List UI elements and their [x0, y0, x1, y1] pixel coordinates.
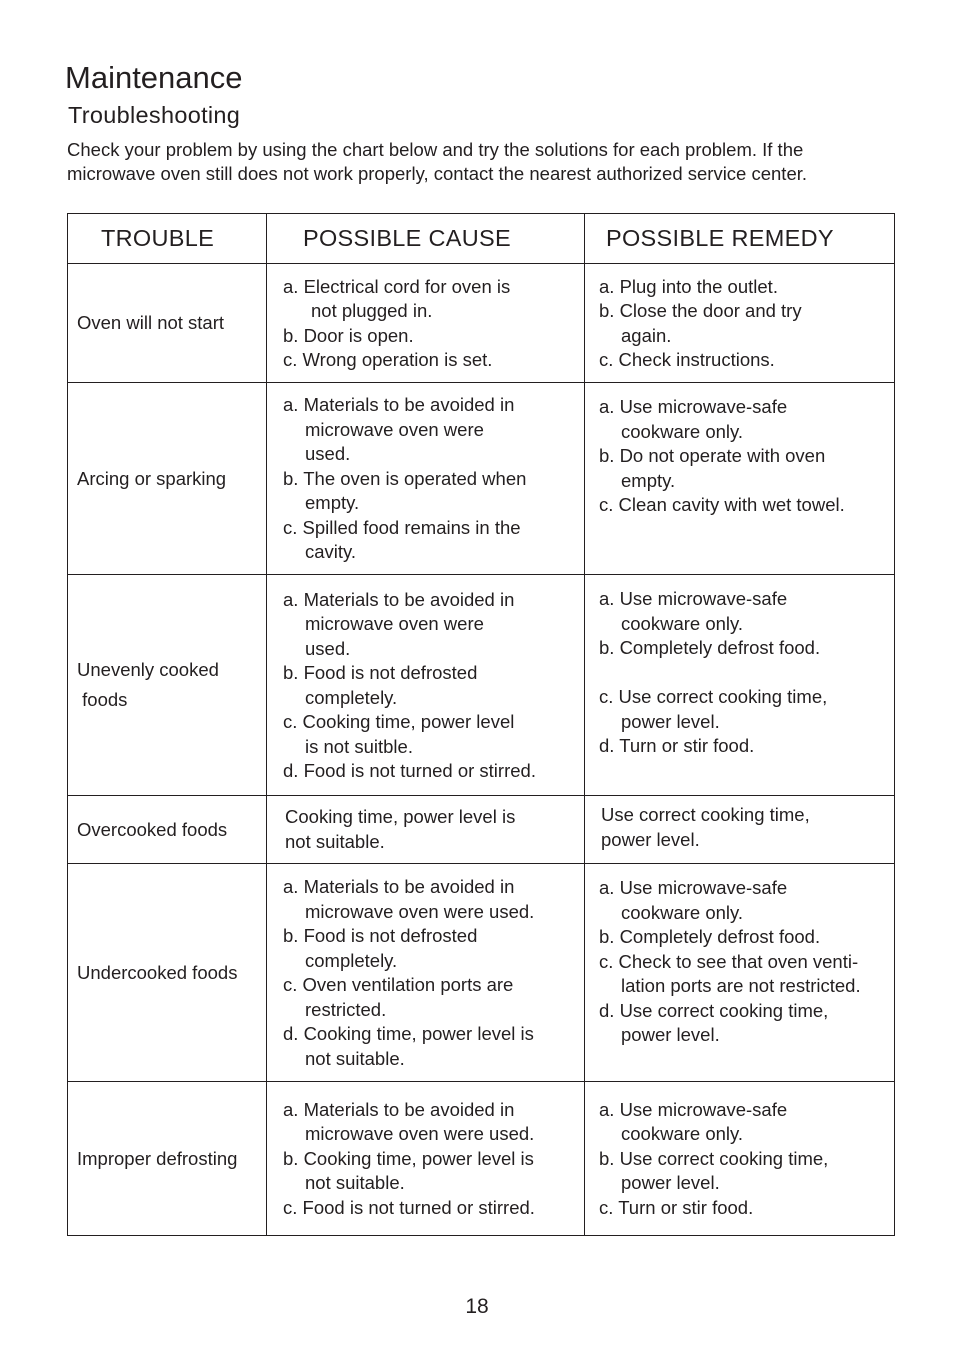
- remedy-line: a. Use microwave-safe: [599, 877, 788, 898]
- remedy-line: b. Close the door and try: [599, 300, 802, 321]
- remedy-line: cookware only.: [621, 420, 744, 442]
- remedy-line: b. Use correct cooking time,: [599, 1147, 829, 1169]
- list-item: [283, 759, 582, 784]
- remedy-line: a. Plug into the outlet.: [599, 275, 778, 297]
- table-row: [68, 1082, 895, 1236]
- cause-line: a. Electrical cord for oven is: [283, 275, 511, 297]
- list-item: [599, 734, 892, 759]
- cause-line: c. Cooking time, power level: [283, 711, 515, 732]
- remedy-line: power level.: [601, 828, 700, 850]
- trouble-text: Undercooked foods: [77, 961, 238, 983]
- list-item: [283, 588, 582, 662]
- table-row: [68, 383, 895, 575]
- remedy-line: cookware only.: [621, 1123, 744, 1145]
- table-header-row: [68, 214, 895, 264]
- remedy-line: cookware only.: [621, 612, 744, 634]
- remedy-line: Use correct cooking time,: [601, 804, 810, 825]
- remedy-line: empty.: [621, 469, 676, 491]
- remedy-line: again.: [621, 324, 672, 346]
- cause-line: c. Wrong operation is set.: [283, 349, 493, 370]
- troubleshooting-table: [67, 213, 895, 1236]
- cause-line: a. Materials to be avoided in: [283, 1098, 515, 1120]
- cause-cell: [267, 575, 585, 796]
- cause-line: c. Food is not turned or stirred.: [283, 1196, 535, 1218]
- remedy-cell: [585, 575, 895, 796]
- list-item: [599, 950, 892, 999]
- remedy-cell: [585, 264, 895, 383]
- remedy-line: a. Use microwave-safe: [599, 396, 788, 417]
- cause-line: d. Food is not turned or stirred.: [283, 760, 536, 781]
- list-item: [599, 395, 892, 444]
- cause-line: microwave oven were used.: [305, 900, 535, 922]
- cause-line: b. Door is open.: [283, 324, 414, 346]
- cause-line: c. Spilled food remains in the: [283, 516, 521, 538]
- list-item: [283, 467, 582, 516]
- remedy-cell: [585, 796, 895, 864]
- cause-line: b. Food is not defrosted: [283, 925, 478, 946]
- list-item: [599, 636, 892, 661]
- trouble-cell: [68, 383, 267, 575]
- remedy-line: d. Use correct cooking time,: [599, 999, 829, 1021]
- cause-cell: [267, 383, 585, 575]
- list-item: [283, 275, 582, 324]
- list-item: [599, 348, 892, 373]
- cause-line: not plugged in.: [311, 300, 433, 321]
- cause-line: restricted.: [305, 998, 387, 1020]
- trouble-text: foods: [77, 689, 128, 710]
- remedy-line: power level.: [621, 710, 720, 732]
- table-row: [68, 575, 895, 796]
- page-title: Maintenance: [65, 60, 243, 95]
- header-possible-remedy: POSSIBLE REMEDY: [585, 214, 895, 264]
- cause-line: c. Oven ventilation ports are: [283, 974, 514, 995]
- cause-line: b. Cooking time, power level is: [283, 1147, 534, 1169]
- trouble-cell: [68, 864, 267, 1082]
- list-item: [283, 393, 582, 467]
- list-item: [599, 1147, 892, 1196]
- cause-line: b. The oven is operated when: [283, 467, 527, 489]
- remedy-line: d. Turn or stir food.: [599, 735, 755, 756]
- list-item: [599, 275, 892, 300]
- intro-line: Check your problem by using the chart below and try the solutions for each problem. If the: [67, 139, 804, 160]
- remedy-cell: [585, 864, 895, 1082]
- cause-line: Cooking time, power level is: [285, 806, 516, 827]
- list-item: [599, 493, 892, 518]
- cause-line: a. Materials to be avoided in: [283, 876, 515, 897]
- cause-line: microwave oven were used.: [305, 1123, 535, 1145]
- remedy-line: c. Use correct cooking time,: [599, 686, 828, 707]
- list-item: [283, 973, 582, 1022]
- trouble-cell: [68, 575, 267, 796]
- list-item: [599, 299, 892, 348]
- list-item: [283, 661, 582, 710]
- cause-line: microwave oven were: [305, 418, 484, 440]
- cause-cell: [267, 796, 585, 864]
- list-item: [599, 587, 892, 636]
- trouble-cell: [68, 1082, 267, 1236]
- table-row: [68, 264, 895, 383]
- list-item: [283, 348, 582, 373]
- cause-line: is not suitble.: [305, 735, 413, 757]
- list-item: [283, 1147, 582, 1196]
- remedy-line: b. Completely defrost food.: [599, 926, 821, 947]
- cause-line: not suitable.: [285, 830, 385, 852]
- list-item: [283, 710, 582, 759]
- cause-line: completely.: [305, 949, 398, 971]
- trouble-text: Oven will not start: [77, 312, 225, 333]
- cause-line: b. Food is not defrosted: [283, 662, 478, 683]
- trouble-text: Unevenly cooked: [77, 659, 219, 680]
- trouble-text: Improper defrosting: [77, 1147, 238, 1169]
- list-item: [283, 516, 582, 565]
- list-item: [599, 1196, 892, 1221]
- cause-line: a. Materials to be avoided in: [283, 394, 515, 416]
- cause-line: completely.: [305, 686, 398, 708]
- list-item: [283, 1022, 582, 1071]
- remedy-line: a. Use microwave-safe: [599, 1098, 788, 1120]
- trouble-cell: [68, 264, 267, 383]
- remedy-line: b. Completely defrost food.: [599, 637, 821, 658]
- remedy-line: power level.: [621, 1172, 720, 1194]
- table-row: [68, 864, 895, 1082]
- list-item: [283, 324, 582, 349]
- list-item: [599, 444, 892, 493]
- remedy-line: c. Turn or stir food.: [599, 1196, 754, 1218]
- list-item: [599, 1098, 892, 1147]
- cause-line: empty.: [305, 492, 360, 514]
- page-number: 18: [465, 1295, 489, 1318]
- trouble-text: Overcooked foods: [77, 818, 228, 840]
- trouble-text: Arcing or sparking: [77, 467, 227, 489]
- cause-cell: [267, 1082, 585, 1236]
- cause-line: used.: [305, 637, 351, 659]
- cause-line: a. Materials to be avoided in: [283, 588, 515, 610]
- remedy-line: cookware only.: [621, 901, 744, 923]
- list-item: [599, 999, 892, 1048]
- list-item: [283, 924, 582, 973]
- intro-paragraph: [67, 138, 907, 186]
- remedy-cell: [585, 1082, 895, 1236]
- cause-cell: [267, 864, 585, 1082]
- trouble-cell: [68, 796, 267, 864]
- remedy-line: a. Use microwave-safe: [599, 588, 788, 609]
- list-item: [283, 1196, 582, 1221]
- cause-line: d. Cooking time, power level is: [283, 1023, 534, 1044]
- remedy-cell: [585, 383, 895, 575]
- remedy-line: lation ports are not restricted.: [621, 975, 861, 996]
- header-possible-cause: POSSIBLE CAUSE: [267, 214, 585, 264]
- table-row: [68, 796, 895, 864]
- remedy-line: c. Check instructions.: [599, 349, 775, 370]
- cause-cell: [267, 264, 585, 383]
- remedy-line: b. Do not operate with oven: [599, 445, 826, 466]
- intro-line: microwave oven still does not work properly, contact the nearest authorized service center.: [67, 163, 808, 184]
- cause-line: cavity.: [305, 541, 357, 563]
- cause-line: not suitable.: [305, 1047, 405, 1069]
- cause-line: microwave oven were: [305, 613, 484, 634]
- header-trouble: TROUBLE: [68, 214, 267, 264]
- cause-text: [285, 805, 582, 854]
- list-item: [599, 685, 892, 734]
- list-item: [599, 925, 892, 950]
- list-item: [283, 875, 582, 924]
- section-subtitle: Troubleshooting: [68, 102, 241, 128]
- remedy-line: power level.: [621, 1024, 720, 1045]
- list-item: [283, 1098, 582, 1147]
- remedy-line: c. Clean cavity with wet towel.: [599, 494, 845, 515]
- remedy-line: c. Check to see that oven venti-: [599, 950, 859, 972]
- cause-line: used.: [305, 443, 351, 465]
- remedy-text: [601, 803, 892, 852]
- cause-line: not suitable.: [305, 1172, 405, 1194]
- list-item: [599, 876, 892, 925]
